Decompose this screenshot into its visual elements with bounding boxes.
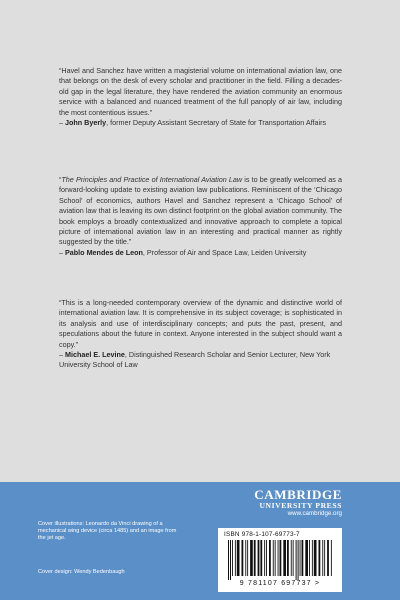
quote-3-author: Michael E. Levine [65,350,125,360]
barcode-digits: 9 781107 697737 > [239,580,321,587]
barcode-bar [237,540,240,576]
publisher-logo [254,488,342,518]
barcode-bar [247,540,248,576]
quote-3-body: “This is a long-needed contemporary overview of the dynamic and distinctive world of international aviation law. It is comprehensive in its subject coverage; is sophisticated in its analysis and use of interdisciplinary concepts; and puts the past, present, and speculations about the future in context. Anyone interested in the subject should want a copy.” [59,298,342,349]
barcode-bar [312,540,313,576]
barcode-bar [232,540,233,576]
quote-2-body [59,175,342,248]
quote-1-author-role: , former Deputy Assistant Secretary of State for Transportation Affairs [106,118,327,128]
barcode-bar [322,540,323,576]
publisher-url: www.cambridge.org [287,510,342,517]
quote-2-body-rest: is to be greatly welcomed as a forward-looking update to existing aviation law publications. Reminiscent of the ‘Chicago School’ of economics, authors Havel and Sanchez represent a ‘Chicago School’ of aviation law that is leaving its own distinct footprint on the global aviation community. The book employs a broadly contextualized and innovative approach to complete a topical picture of international aviation law in an interesting and practical manner as rightly suggested by the title.” [59,175,342,247]
publisher-name-line2: UNIVERSITY PRESS [259,501,342,510]
cover-illustration-credit: Cover illustrations: Leonardo da Vinci drawing of a mechanical wing device (circa 1485) and an image from the jet age. [38,521,177,542]
barcode-bar [273,540,274,576]
publisher-name-line1: CAMBRIDGE [254,487,342,502]
quote-2-author-role: , Professor of Air and Space Law, Leiden University [142,247,307,257]
barcode-bar [235,540,236,576]
barcode-bar [245,540,246,576]
barcode-bar [302,540,304,576]
barcode-bar [264,540,265,576]
barcode-box [218,528,342,592]
quote-2-book-title: The Principles and Practice of International Aviation Law [61,175,243,184]
barcode-bar [280,540,282,576]
isbn-label: ISBN 978-1-107-69773-7 [224,531,300,538]
barcode-bar [298,540,299,580]
barcode-bar [305,540,308,576]
quote-1-body: “Havel and Sanchez have written a magisterial volume on international aviation law, one that belongs on the desk of every scholar and practitioner in the field. Filling a decades-old gap in the legal literature, they have rendered the aviation community an enormous service with a balanced and nuanced treatment of the full panoply of air law, including the most contentious issues.” [59,66,342,117]
quote-2-author: Pablo Mendes de Leon [65,247,143,257]
barcode-bar [287,540,289,576]
barcode-bar [260,540,262,576]
barcode-bar [242,540,244,576]
barcode-bar [293,540,294,576]
barcode-bar [250,540,253,576]
barcode-bar [269,540,271,576]
quote-1-attribution: – John Byerly, former Deputy Assistant Secretary of State for Transportation Affairs [59,118,327,128]
barcode-bar [228,540,229,580]
barcode-bar [300,540,301,576]
quote-2-attribution: – Pablo Mendes de Leon, Professor of Air and Space Law, Leiden University [59,247,307,257]
barcode-bar [230,540,231,580]
barcode-bar [283,540,286,576]
cover-design-credit: Cover design: Wendy Bedenbaugh [38,569,125,575]
quote-3-attribution: – Michael E. Levine, Distinguished Research Scholar and Senior Lecturer, New York University School of Law [59,350,331,370]
quote-1-author: John Byerly [65,118,107,128]
barcode-bar [266,540,267,576]
barcode-bar [327,540,329,576]
barcode-bar [309,540,310,576]
quote-3-author-role: , Distinguished Research Scholar and Senior Lecturer, New York University School of Law [59,350,331,370]
review-quote-1 [59,66,342,128]
barcode-bar [319,540,321,576]
review-quote-2 [59,175,342,258]
barcode-bar [331,540,332,576]
barcode-bar [275,540,276,576]
barcode-bar [291,540,292,576]
barcode-bar [258,540,260,576]
barcode-icon [228,540,332,580]
review-quote-3 [59,298,342,371]
barcode-bar [278,540,279,576]
barcode-bar [324,540,325,576]
barcode-bar [254,540,256,576]
barcode-bar [296,540,297,580]
barcode-bar [314,540,317,576]
quote-2-open-mark: “ [59,175,62,184]
